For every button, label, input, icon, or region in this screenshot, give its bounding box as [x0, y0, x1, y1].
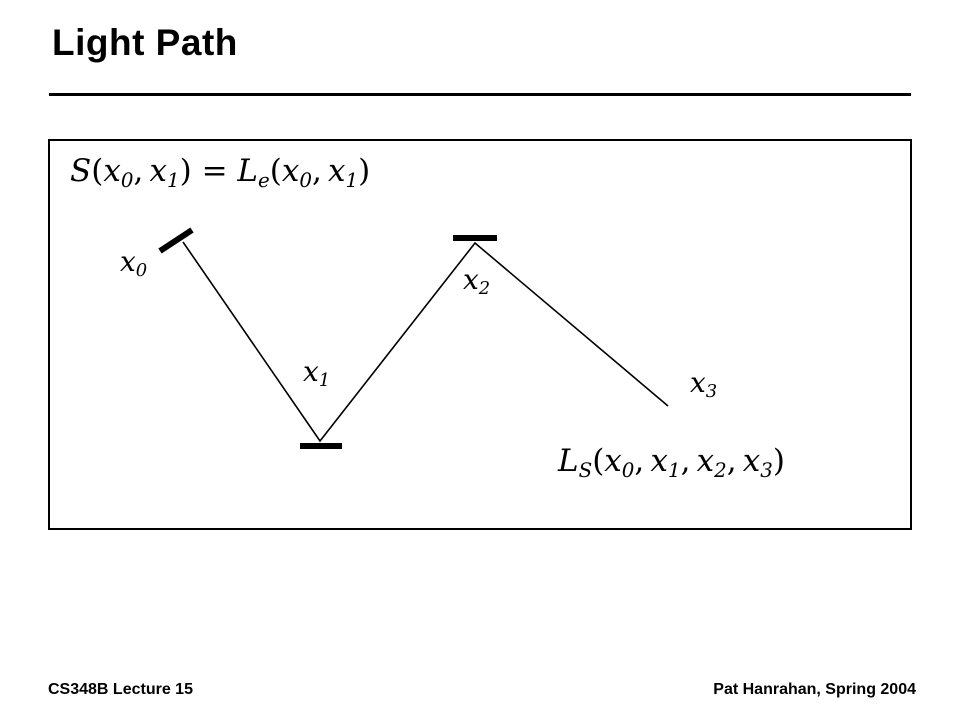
page-title: Light Path — [52, 22, 238, 63]
equation-emitted-radiance — [70, 153, 371, 192]
figure-container — [48, 139, 912, 530]
vertex-label-x1: $x_1$ — [303, 355, 331, 392]
vertex-label-x0: $x_0$ — [120, 245, 148, 282]
equation-path-radiance — [558, 443, 786, 482]
title-divider — [49, 93, 911, 96]
eq-path-text: $L_S(x_0$, $x_1$, $x_2$, $x_3$) — [558, 443, 786, 482]
footer-lecture-label: CS348B Lecture 15 — [48, 681, 193, 698]
vertex-label-x3: $x_3$ — [690, 366, 718, 403]
vertex-label-x2: $x_2$ — [463, 263, 491, 300]
eq-emitted-text: $S(x_0$, $x_1) = L_e(x_0$, $x_1$) — [70, 153, 371, 192]
footer-author-label: Pat Hanrahan, Spring 2004 — [713, 681, 916, 698]
light-path-polyline — [183, 242, 668, 441]
